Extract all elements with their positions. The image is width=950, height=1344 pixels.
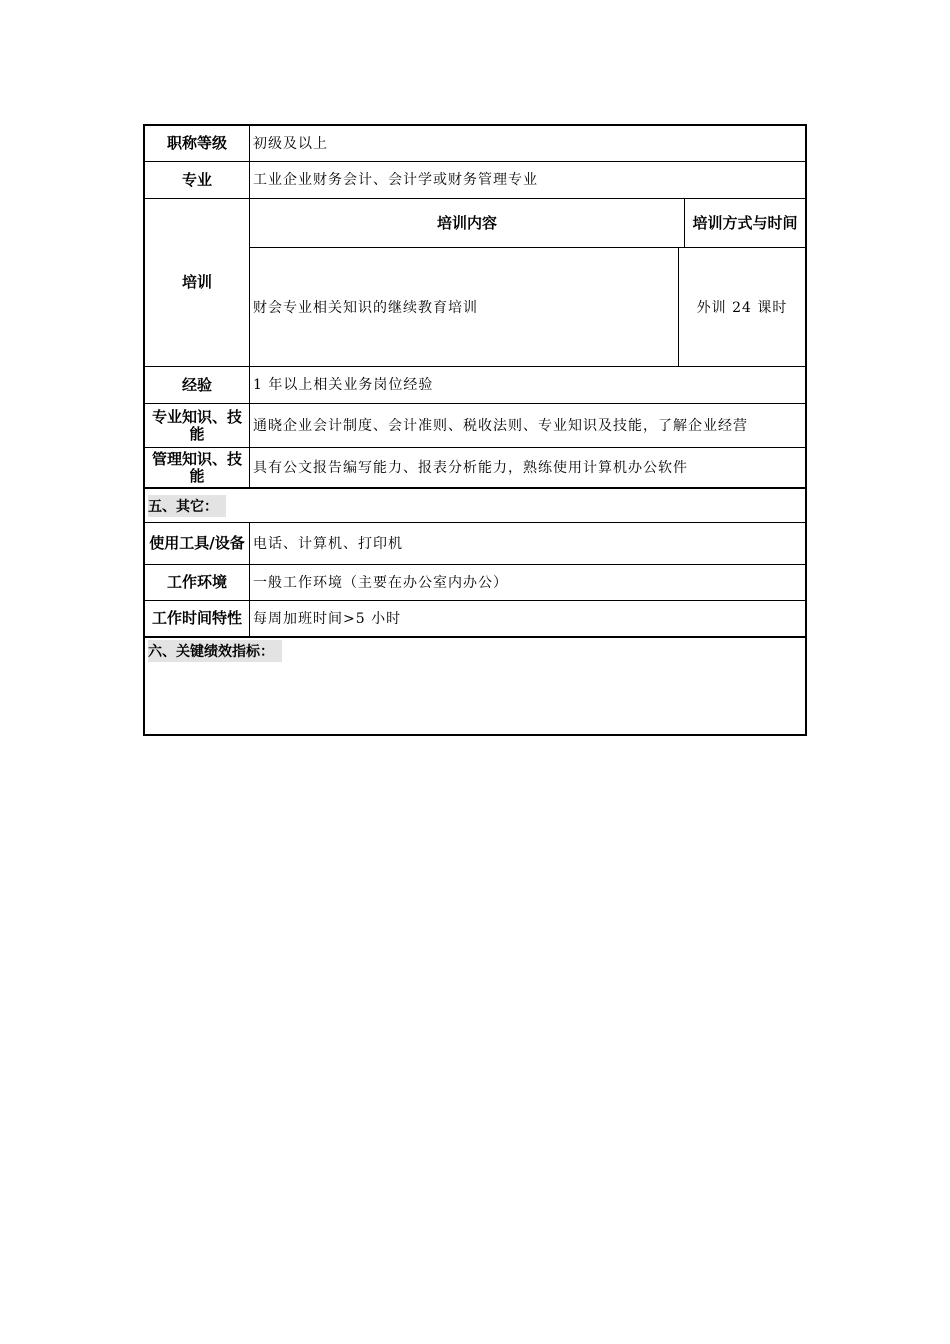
management-skills-value: 具有公文报告编写能力、报表分析能力，熟练使用计算机办公软件 [253, 459, 688, 476]
job-description-table [143, 124, 807, 736]
section-kpi [145, 638, 805, 734]
row-title-level [145, 126, 805, 162]
row-environment [145, 565, 805, 601]
major-label: 专业 [145, 162, 250, 198]
tools-label: 使用工具/设备 [145, 523, 250, 564]
experience-value: 1 年以上相关业务岗位经验 [253, 377, 434, 393]
row-professional-skills [145, 404, 805, 448]
training-method-header: 培训方式与时间 [692, 214, 798, 232]
environment-label: 工作环境 [145, 565, 250, 600]
training-method: 外训 24 课时 [696, 300, 788, 316]
training-content-header: 培训内容 [250, 199, 685, 247]
training-body-row [250, 248, 805, 366]
row-management-skills [145, 448, 805, 489]
management-skills-label: 管理知识、技能 [145, 448, 250, 487]
training-label: 培训 [145, 199, 250, 366]
work-time-label: 工作时间特性 [145, 601, 250, 636]
professional-skills-value: 通晓企业会计制度、会计准则、税收法则、专业知识及技能，了解企业经营 [253, 417, 748, 434]
professional-skills-label: 专业知识、技能 [145, 404, 250, 447]
training-subtable [250, 199, 805, 366]
training-header-row [250, 199, 805, 248]
title-level-label: 职称等级 [145, 126, 250, 161]
major-value: 工业企业财务会计、会计学或财务管理专业 [253, 172, 538, 188]
section-kpi-heading [145, 638, 805, 664]
tools-value: 电话、计算机、打印机 [253, 535, 403, 552]
section-other-heading [145, 489, 805, 523]
environment-value: 一般工作环境（主要在办公室内办公） [253, 574, 508, 591]
section-other-title: 五、其它： [148, 495, 226, 517]
row-experience [145, 367, 805, 404]
work-time-value: 每周加班时间>5 小时 [253, 610, 402, 627]
experience-label: 经验 [145, 367, 250, 403]
title-level-value: 初级及以上 [253, 135, 328, 152]
row-work-time [145, 601, 805, 638]
training-content: 财会专业相关知识的继续教育培训 [250, 248, 679, 366]
row-tools [145, 523, 805, 565]
row-major [145, 162, 805, 199]
section-kpi-title: 六、关键绩效指标： [148, 640, 282, 662]
row-training [145, 199, 805, 367]
